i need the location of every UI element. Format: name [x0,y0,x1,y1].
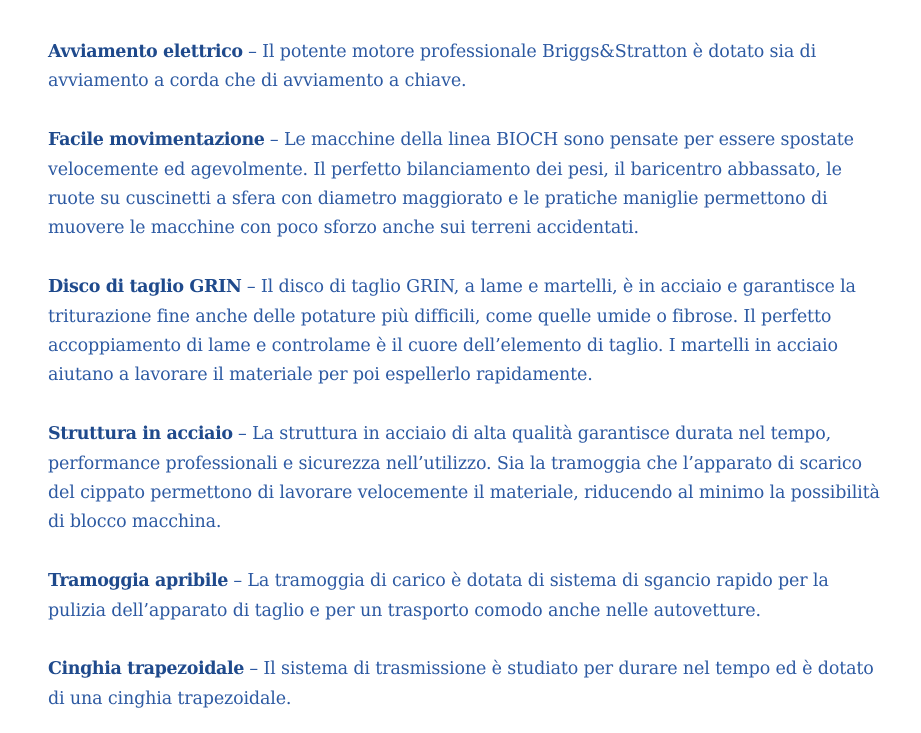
feature-title: Facile movimentazione [48,130,265,151]
feature-paragraph-v-belt [48,655,881,714]
title-separator: – [227,571,248,592]
feature-title: Tramoggia apribile [48,571,228,592]
title-separator: – [242,42,263,62]
feature-paragraph-cutting-disc [48,273,881,391]
feature-text: Le macchine della linea BIOCH sono pensate per essere spostate velocemente ed agevolmente. Il perfetto bilanciamento dei pesi, il baricentro abbassato, le ruote su cuscinetti a sfera con diametro maggiorato e le pratiche maniglie permettono di muovere le macchine con poco sforzo anche sui terreni accidentati. [48,130,854,239]
feature-title: Disco di taglio GRIN [48,277,242,298]
title-separator: – [243,659,264,680]
feature-text: La tramoggia di carico è dotata di sistema di sgancio rapido per la pulizia dell’apparato di taglio e per un trasporto comodo anche nelle autovetture. [48,571,829,621]
feature-text: Il potente motore professionale Briggs&Stratton è dotato sia di avviamento a corda che di avviamento a chiave. [48,42,817,92]
feature-paragraph-electric-start [48,38,881,97]
feature-paragraph-openable-hopper [48,567,881,626]
feature-text: Il disco di taglio GRIN, a lame e martelli, è in acciaio e garantisce la triturazione fine anche delle potature più difficili, come quelle umide o fibrose. Il perfetto accoppiamento di lame e controlame è il cuore dell’elemento di taglio. I martelli in acciaio aiutano a lavorare il materiale per poi espellerlo rapidamente. [48,277,856,386]
feature-title: Cinghia trapezoidale [48,659,244,680]
feature-paragraph-easy-handling [48,126,881,244]
feature-text: Il sistema di trasmissione è studiato per durare nel tempo ed è dotato di una cinghia trapezoidale. [48,659,874,709]
feature-text: La struttura in acciaio di alta qualità garantisce durata nel tempo, performance professionali e sicurezza nell’utilizzo. Sia la tramoggia che l’apparato di scarico del cippato permettono di lavorare velocemente il materiale, riducendo al minimo la possibilità di blocco macchina. [48,424,880,533]
title-separator: – [264,130,284,151]
feature-title: Avviamento elettrico [48,42,243,62]
title-separator: – [241,277,261,298]
feature-title: Struttura in acciaio [48,424,233,445]
feature-paragraph-steel-structure [48,420,881,538]
title-separator: – [232,424,253,445]
